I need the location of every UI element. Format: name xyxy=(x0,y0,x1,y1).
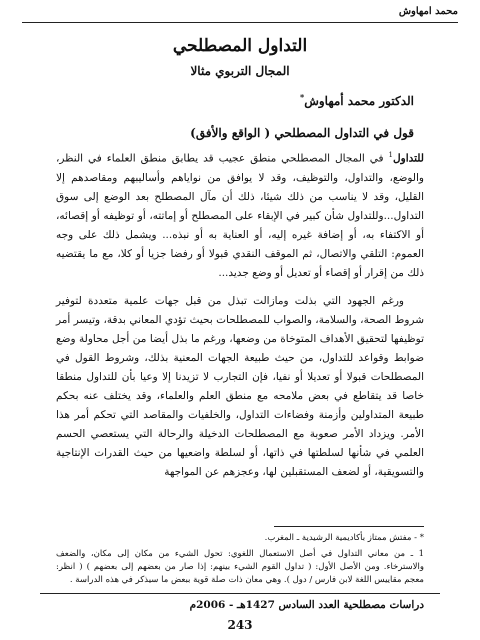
author-line xyxy=(300,92,414,108)
page-number: 243 xyxy=(227,618,253,632)
paragraph-lead-word: للتداول xyxy=(393,152,424,165)
body-text xyxy=(56,146,424,482)
article-subtitle: المجال التربوي مثالا xyxy=(190,64,290,78)
paragraph xyxy=(56,146,424,283)
section-heading: قول في التداول المصطلحي ( الواقع والأفق) xyxy=(190,126,414,140)
header-rule xyxy=(22,22,458,23)
footer-rule xyxy=(40,593,440,594)
paragraph-text: في المجال المصطلحي منطق عجيب قد يطابق منطق العلماء في النظر، والوضع، والتداول، والتوظيف، وقد لا يوافق من نواياهم وأساليبهم ومقاصدهم إلا القليل، وقد لا يناسب من ذلك شيئا، ذلك أن مآل المصطلح بعد الوضع إلى سوق التداول...وللتداول شأن كبير في الإبقاء على المصطلح أو إماتته، أو توظيفه أو إقصائه، أو الاكتفاء به، أو إضافة غيره إليه، أو العناية به أو نبذه... ويشمل ذلك على وجه العموم: التلقي والاتصال، ثم الموقف النقدي قبولا أو رفضا جزيا أو كلا، مع ما يقتضيه ذلك من إقرار أو إقصاء أو تعديل أو وضع جديد... xyxy=(56,152,424,279)
footnote-mark: 1 xyxy=(388,151,394,159)
article-title: التداول المصطلحي xyxy=(172,36,308,56)
footnote: * - مفتش ممتاز بأكاديمية الرشيدية ـ المغرب. xyxy=(264,533,424,543)
footnotes xyxy=(56,532,424,587)
paragraph: ورغم الجهود التي بذلت ومازالت تبذل من قبل جهات علمية متعددة لتوفير شروط الصحة، والسلامة، والصواب للمصطلحات بحيث تؤدي المعاني بدقة، وتيسر أمر توظيفها لتحقيق الأهداف المتوخاة من وضعها، ورغم ما بذل أيضا من أجل محاولة وضع ضوابط وقواعد للتداول، من حيث طبيعة الجهات المعنية بذلك، وشروط القول في المصطلحات قبولا أو تعديلا أو نفيا، فإن التجارب لا تزيدنا إلا وعيا بأن للتداول منطقا خاصا قد يتقاطع في بعض ملامحه مع منطق العلم والعلماء، وقد يختلف عنه بحكم طبيعة المتداولين وأزمنة وفضاءات التداول، والخلفيات والمقاصد التي تحكم أمر هذا الأمر. ويزداد الأمر صعوبة مع المصطلحات الدخيلة والرحالة التي يستعصي الحسم العلمي في شأنها لسلطتها في ذاتها، أو لسلطة واضعيها من حيث القدرات الإنتاجية والتسويقية، أو لضعف المستقبلين لها، وعجزهم عن المواجهة xyxy=(56,294,424,478)
author-footnote-mark: * xyxy=(300,92,305,102)
running-head-author: محمد امهاوش xyxy=(398,6,458,17)
footnote-rule xyxy=(274,526,424,527)
footnote: 1 ـ من معاني التداول في أصل الاستعمال اللغوي: تحول الشيء من مكان إلى مكان، والضعف والاسترخاء. ومن الأصل الأول: ( تداول القوم الشيء بينهم: إذا صار من بعضهم إلى بعضهم ) ( انظر: معجم مقاييس اللغة لابن فارس / دول ). وهي معان ذات صلة قوية ببعض ما سيذكر في هذه الدراسة . xyxy=(56,549,424,585)
author-name: الدكتور محمد أمهاوش xyxy=(304,94,414,108)
journal-citation: دراسات مصطلحية العدد السادس 1427هـ - 2006م xyxy=(189,599,424,611)
